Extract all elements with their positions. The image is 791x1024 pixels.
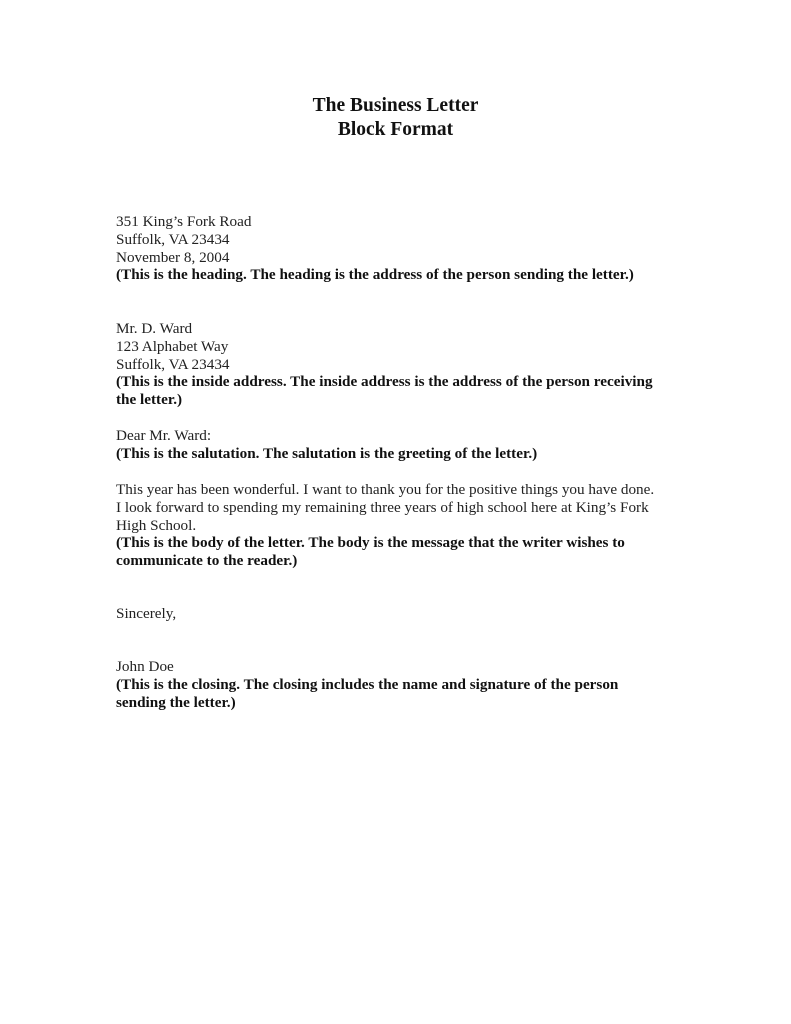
- salutation-text: Dear Mr. Ward:: [116, 427, 212, 444]
- closing-text: Sincerely,: [116, 605, 177, 622]
- salutation-note: (This is the salutation. The salutation is the greeting of the letter.): [116, 444, 538, 462]
- inside-address-note-line1: (This is the inside address. The inside address is the address of the person receiving: [116, 373, 653, 391]
- closing-note-line1: (This is the closing. The closing includes the name and signature of the person: [116, 675, 619, 693]
- heading-note: (This is the heading. The heading is the address of the person sending the letter.): [116, 266, 634, 284]
- salutation-section: [116, 427, 676, 463]
- document-subtitle: Block Format: [337, 119, 454, 140]
- document-title: The Business Letter: [312, 95, 479, 116]
- letter-date: November 8, 2004: [116, 248, 230, 266]
- recipient-street: 123 Alphabet Way: [116, 337, 229, 355]
- sender-street: 351 King’s Fork Road: [116, 213, 252, 230]
- inside-address-section: [116, 320, 676, 409]
- body-line-2: I look forward to spending my remaining three years of high school here at King’s Fork: [116, 498, 649, 516]
- recipient-city: Suffolk, VA 23434: [116, 355, 230, 373]
- closing-section: [116, 605, 676, 623]
- body-note-line1: (This is the body of the letter. The body is the message that the writer wishes to: [116, 534, 625, 552]
- sender-city: Suffolk, VA 23434: [116, 230, 230, 248]
- inside-address-note-line2: the letter.): [116, 391, 183, 409]
- sender-name: John Doe: [116, 658, 174, 675]
- body-section: [116, 481, 676, 570]
- heading-section: [116, 213, 676, 284]
- signature-section: [116, 658, 676, 711]
- closing-note-line2: sending the letter.): [116, 693, 236, 711]
- body-note-line2: communicate to the reader.): [116, 552, 298, 570]
- recipient-name: Mr. D. Ward: [116, 320, 193, 337]
- body-line-3: High School.: [116, 516, 197, 534]
- body-line-1: This year has been wonderful. I want to thank you for the positive things you have done.: [116, 481, 655, 498]
